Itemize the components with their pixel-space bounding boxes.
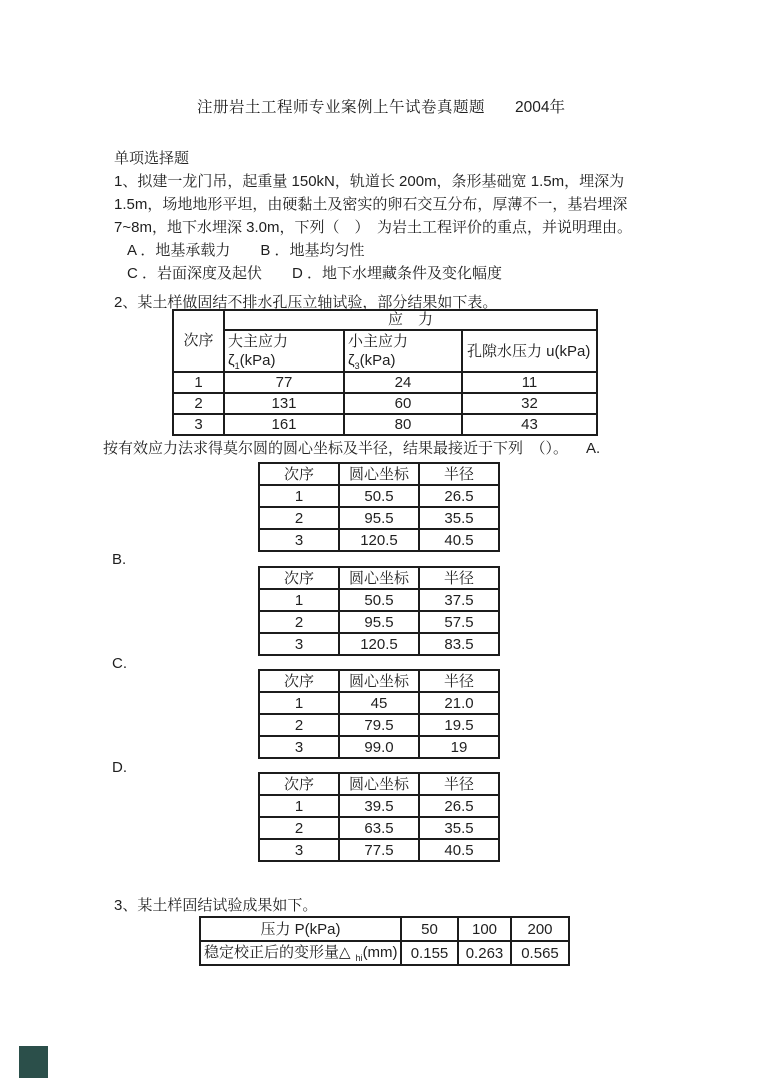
major-stress-header-cell — [224, 330, 344, 372]
table-cell: 2 — [173, 393, 224, 414]
major-stress-symbol — [228, 351, 343, 371]
table-row — [259, 736, 499, 758]
table-cell: 120.5 — [339, 529, 419, 551]
table-cell: 21.0 — [419, 692, 499, 714]
option-label-c: C. — [112, 655, 127, 672]
seq-header-cell: 次序 — [173, 310, 224, 372]
table-cell: 80 — [344, 414, 462, 435]
table-row — [259, 773, 499, 795]
table-cell: 11 — [462, 372, 597, 393]
center-header-cell: 圆心坐标 — [339, 670, 419, 692]
table-cell: 1 — [259, 692, 339, 714]
table-cell: 161 — [224, 414, 344, 435]
table-cell: 2 — [259, 611, 339, 633]
table-row — [259, 714, 499, 736]
table-cell: 50.5 — [339, 589, 419, 611]
table-cell: 32 — [462, 393, 597, 414]
table-row — [259, 589, 499, 611]
q2-followup: 按有效应力法求得莫尔圆的圆心坐标及半径，结果最接近于下列 （）。 — [103, 440, 569, 457]
radius-header-cell: 半径 — [419, 773, 499, 795]
table-cell: 63.5 — [339, 817, 419, 839]
page-title — [0, 95, 762, 117]
q1-text-line-2: 1.5m，场地地形平坦，由硬黏土及密实的卵石交互分布，厚薄不一，基岩埋深 — [114, 196, 628, 213]
table-row — [259, 529, 499, 551]
stress-header-cell: 应 力 — [224, 310, 597, 330]
seq-header-cell: 次序 — [259, 773, 339, 795]
table-cell: 200 — [511, 917, 569, 941]
table-cell: 77.5 — [339, 839, 419, 861]
table-row — [259, 463, 499, 485]
table-cell: 131 — [224, 393, 344, 414]
table-cell: 2 — [259, 507, 339, 529]
deformation-label-subscript: hi — [355, 953, 363, 963]
pressure-label-cell: 压力 P(kPa) — [200, 917, 401, 941]
deformation-label-base: 稳定校正后的变形量△ — [204, 944, 351, 961]
q3-consolidation-table — [199, 916, 570, 966]
center-header-cell: 圆心坐标 — [339, 567, 419, 589]
section-heading: 单项选择题 — [114, 150, 190, 167]
table-cell: 100 — [458, 917, 511, 941]
option-label-a: A. — [586, 440, 601, 457]
table-row — [200, 917, 569, 941]
table-cell: 77 — [224, 372, 344, 393]
table-row — [259, 633, 499, 655]
table-cell: 37.5 — [419, 589, 499, 611]
table-row — [173, 393, 597, 414]
table-cell: 2 — [259, 714, 339, 736]
pore-pressure-header-cell: 孔隙水压力 u(kPa) — [462, 330, 597, 372]
mohr-option-d-table — [258, 772, 500, 862]
table-cell: 26.5 — [419, 795, 499, 817]
seq-header-cell: 次序 — [259, 567, 339, 589]
table-cell: 40.5 — [419, 839, 499, 861]
radius-header-cell: 半径 — [419, 567, 499, 589]
option-label-b: B. — [112, 551, 127, 568]
sigma1-base: ζ — [228, 352, 235, 369]
table-cell: 3 — [173, 414, 224, 435]
option-label-d: D. — [112, 759, 127, 776]
minor-stress-symbol — [348, 351, 461, 371]
radius-header-cell: 半径 — [419, 670, 499, 692]
table-row — [173, 330, 597, 372]
q1-text-line-3: 7~8m，地下水埋深 3.0m，下列（ ） 为岩土工程评价的重点，并说明理由。 — [114, 219, 632, 236]
table-row — [259, 692, 499, 714]
corner-logo-block — [19, 1046, 48, 1078]
question-2-intro: 2、某土样做固结不排水孔压立轴试验，部分结果如下表。 — [114, 294, 498, 311]
table-cell: 95.5 — [339, 611, 419, 633]
minor-stress-line1: 小主应力 — [348, 333, 409, 350]
table-cell: 83.5 — [419, 633, 499, 655]
table-cell: 57.5 — [419, 611, 499, 633]
table-cell: 24 — [344, 372, 462, 393]
deformation-label-unit: (mm) — [362, 944, 398, 961]
table-row — [259, 670, 499, 692]
table-cell: 3 — [259, 839, 339, 861]
table-cell: 35.5 — [419, 507, 499, 529]
mohr-option-c-table — [258, 669, 500, 759]
mohr-option-b-table — [258, 566, 500, 656]
mohr-option-a-table — [258, 462, 500, 552]
table-cell: 0.565 — [511, 941, 569, 965]
table-cell: 1 — [259, 589, 339, 611]
table-cell: 50.5 — [339, 485, 419, 507]
table-row — [259, 507, 499, 529]
deformation-label-cell — [200, 941, 401, 965]
table-row — [259, 839, 499, 861]
q2-followup-text — [103, 437, 723, 458]
sigma1-subscript: 1 — [234, 361, 240, 371]
sigma3-subscript: 3 — [354, 361, 360, 371]
table-cell: 2 — [259, 817, 339, 839]
table-cell: 95.5 — [339, 507, 419, 529]
table-row — [259, 485, 499, 507]
table-cell: 0.263 — [458, 941, 511, 965]
center-header-cell: 圆心坐标 — [339, 463, 419, 485]
table-row — [173, 310, 597, 330]
major-stress-line1: 大主应力 — [228, 333, 289, 350]
table-cell: 3 — [259, 529, 339, 551]
q2-results-table — [172, 309, 598, 436]
table-cell: 99.0 — [339, 736, 419, 758]
minor-stress-header-cell — [344, 330, 462, 372]
sigma1-unit: (kPa) — [239, 352, 276, 369]
table-row — [259, 795, 499, 817]
table-cell: 3 — [259, 736, 339, 758]
table-row — [200, 941, 569, 965]
radius-header-cell: 半径 — [419, 463, 499, 485]
question-3-intro: 3、某土样固结试验成果如下。 — [114, 897, 318, 914]
table-cell: 26.5 — [419, 485, 499, 507]
question-1 — [114, 170, 666, 285]
q1-options-cd: C ．岩面深度及起伏 D ．地下水埋藏条件及变化幅度 — [127, 265, 503, 282]
sigma3-unit: (kPa) — [359, 352, 396, 369]
table-cell: 45 — [339, 692, 419, 714]
seq-header-cell: 次序 — [259, 670, 339, 692]
center-header-cell: 圆心坐标 — [339, 773, 419, 795]
title-text: 注册岩土工程师专业案例上午试卷真题题 — [197, 99, 486, 116]
seq-header-cell: 次序 — [259, 463, 339, 485]
q1-text-line-1: 1、拟建一龙门吊，起重量 150kN，轨道长 200m，条形基础宽 1.5m，埋深为 — [114, 173, 625, 190]
table-cell: 50 — [401, 917, 458, 941]
title-year: 2004年 — [515, 99, 565, 116]
table-row — [173, 372, 597, 393]
table-cell: 43 — [462, 414, 597, 435]
table-row — [259, 567, 499, 589]
table-cell: 19.5 — [419, 714, 499, 736]
table-cell: 3 — [259, 633, 339, 655]
table-cell: 19 — [419, 736, 499, 758]
table-cell: 79.5 — [339, 714, 419, 736]
table-cell: 1 — [259, 795, 339, 817]
table-cell: 39.5 — [339, 795, 419, 817]
q1-options-ab: A ．地基承载力 B ．地基均匀性 — [127, 242, 365, 259]
table-cell: 60 — [344, 393, 462, 414]
table-cell: 40.5 — [419, 529, 499, 551]
table-row — [173, 414, 597, 435]
table-row — [259, 817, 499, 839]
table-row — [259, 611, 499, 633]
table-cell: 35.5 — [419, 817, 499, 839]
table-cell: 120.5 — [339, 633, 419, 655]
table-cell: 0.155 — [401, 941, 458, 965]
table-cell: 1 — [259, 485, 339, 507]
sigma3-base: ζ — [348, 352, 355, 369]
table-cell: 1 — [173, 372, 224, 393]
